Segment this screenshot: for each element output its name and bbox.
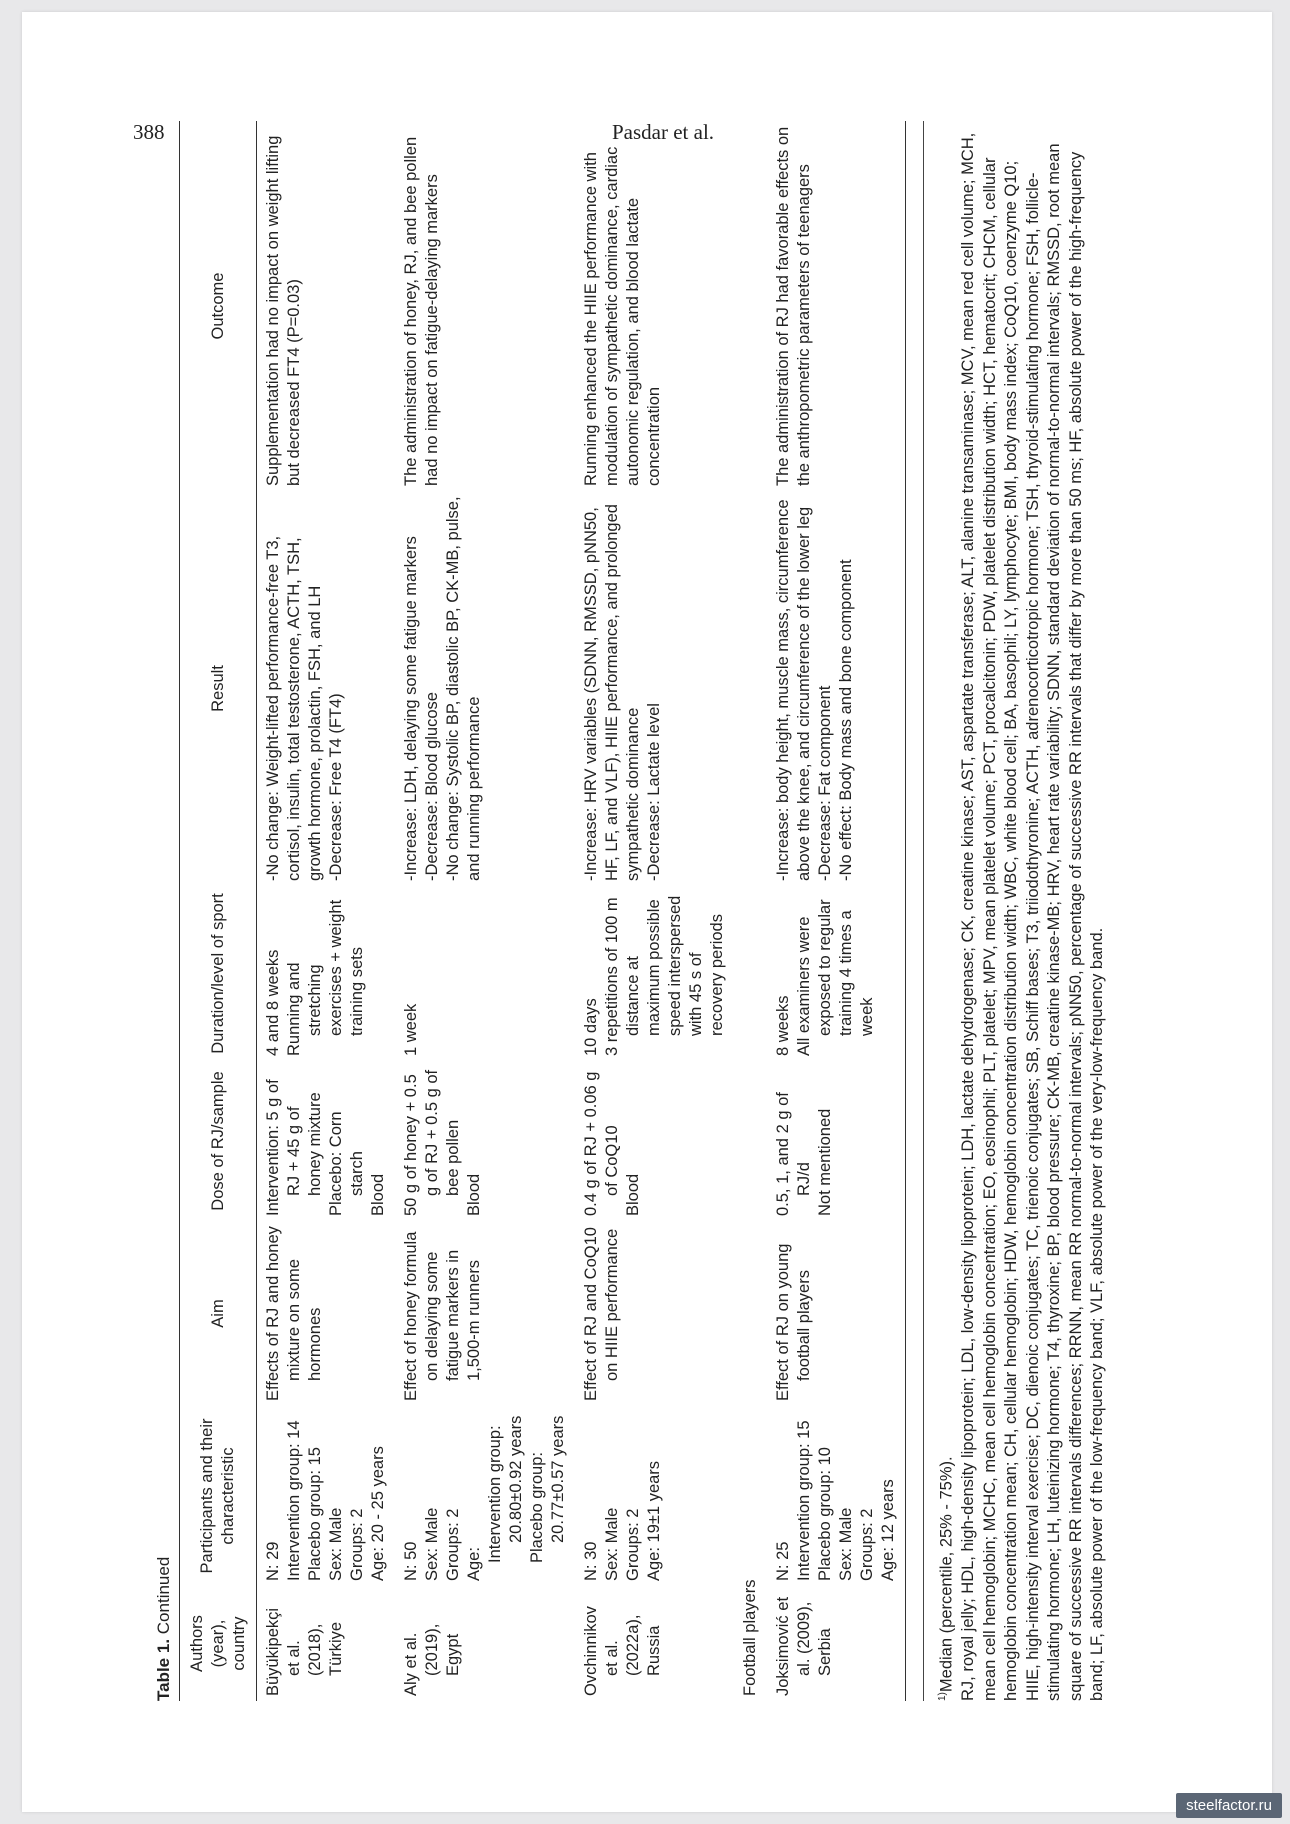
cell-participants: [257, 1406, 396, 1586]
participant-line: Sex: Male: [327, 1507, 345, 1581]
result-line: -Increase: LDH, delaying some fatigue markers: [402, 536, 420, 881]
result-line: -Increase: HRV variables (SDNN, RMSSD, pNN50, HF, LF, and VLF), HIIE performance, and prolonged sympathetic dominance: [582, 504, 642, 881]
cell-outcome: Running enhanced the HIIE performance with modulation of sympathetic dominance, cardiac autonomic regulation, and blood lactate concentration: [582, 146, 663, 486]
cell-result: [575, 491, 734, 886]
cell-duration: [767, 886, 906, 1061]
cell-duration: [395, 886, 575, 1061]
table-row: [257, 121, 396, 1701]
participant-line: Sex: Male: [837, 1507, 855, 1581]
participant-line: N: 29: [264, 1541, 282, 1581]
cell-result: [395, 491, 575, 886]
table-row: [575, 121, 734, 1701]
cell-authors: Aly et al. (2019), Egypt: [402, 1623, 462, 1696]
duration-line: 3 repetitions of 100 m distance at maximum possible speed interspersed with 45 s of recovery periods: [603, 895, 726, 1056]
rotated-table-block: [153, 121, 1183, 1701]
cell-result: [767, 491, 906, 886]
participant-line: Sex: Male: [423, 1507, 441, 1581]
cell-outcome: The administration of honey, RJ, and bee pollen had no impact on fatigue-delaying markers: [402, 136, 441, 486]
cell-outcome: The administration of RJ had favorable effects on the anthropometric parameters of teenagers: [767, 121, 906, 491]
result-line: -Decrease: Lactate level: [645, 703, 663, 881]
participant-line: Intervention group: 14: [285, 1420, 303, 1581]
cell-aim: Effects of RJ and honey mixture on some hormones: [264, 1226, 324, 1401]
dose-line: 50 g of honey + 0.5 g of RJ + 0.5 g of bee pollen: [402, 1069, 462, 1216]
data-table: [179, 121, 906, 1701]
cell-aim: Effect of RJ and CoQ10 on HIIE performance: [582, 1227, 621, 1401]
dose-line: Intervention: 5 g of RJ + 45 g of honey mixture: [264, 1079, 324, 1216]
column-header-participants: Participants and their characteristic: [180, 1406, 257, 1586]
cell-participants: [767, 1406, 906, 1586]
participant-line: Age: 12 years: [879, 1479, 897, 1581]
participant-line: Sex: Male: [603, 1507, 621, 1581]
dose-line: 0.5, 1, and 2 g of RJ/d: [774, 1092, 813, 1216]
duration-line: Running and stretching exercises + weight training sets: [285, 899, 366, 1056]
dose-line: Blood: [465, 1173, 483, 1216]
participant-line: N: 25: [774, 1541, 792, 1581]
duration-line: 10 days: [582, 998, 600, 1056]
table-footnotes: [923, 121, 1109, 1701]
footnote-median: [932, 121, 958, 1701]
column-header-outcome: Outcome: [180, 121, 257, 491]
cell-dose: [257, 1061, 396, 1221]
cell-authors: Ovchinnikov et al. (2022a), Russia: [582, 1606, 663, 1696]
participant-line: Groups: 2: [858, 1508, 876, 1581]
result-line: -Decrease: Blood glucose: [423, 692, 441, 881]
participant-line: N: 50: [402, 1541, 420, 1581]
column-header-result: Result: [180, 491, 257, 886]
table-caption: [153, 1557, 179, 1701]
footnote-marker: 1): [937, 1692, 948, 1701]
table-caption-text: Continued: [154, 1556, 173, 1635]
duration-line: 4 and 8 weeks: [264, 949, 282, 1056]
participant-line: Groups: 2: [444, 1508, 462, 1581]
cell-aim: Effect of RJ on young football players: [767, 1221, 906, 1406]
result-line: -No change: Systolic BP, diastolic BP, CK-MB, pulse, and running performance: [444, 496, 483, 881]
footnote-text: Median (percentile, 25% - 75%).: [937, 1456, 956, 1693]
duration-line: All examiners were exposed to regular training 4 times a week: [795, 899, 876, 1056]
watermark: steelfactor.ru: [1176, 1793, 1282, 1818]
duration-line: 1 week: [402, 1003, 420, 1056]
dose-line: Not mentioned: [816, 1108, 834, 1216]
table-caption-label: Table 1.: [154, 1638, 173, 1701]
table-section-row: [734, 121, 767, 1701]
cell-aim: Effect of honey formula on delaying some fatigue markers in 1,500-m runners: [402, 1231, 483, 1401]
participant-line: Groups: 2: [348, 1508, 366, 1581]
participant-line: Intervention group: 15: [795, 1420, 813, 1581]
result-line: -Decrease: Fat component: [816, 685, 834, 881]
cell-duration: [575, 886, 734, 1061]
duration-line: 8 weeks: [774, 995, 792, 1056]
table-row: [767, 121, 906, 1701]
cell-outcome: Supplementation had no impact on weight lifting but decreased FT4 (P=0.03): [264, 135, 303, 486]
table-row: [395, 121, 575, 1701]
table-header-row: [180, 121, 257, 1701]
cell-duration: [257, 886, 396, 1061]
cell-dose: [575, 1061, 734, 1221]
footnote-abbreviations: RJ, royal jelly; HDL, high-density lipoprotein; LDL, low-density lipoprotein; LDH, lactate dehydrogenase; CK, creatine kinase; AST, aspartate transferase; ALT, alanine transaminase; MCV, mean red cell volume; MCH, mean cell hemoglobin; MCHC, mean cell hemoglobin concentration; EO, eosinophil; PLT, platelet; MPV, mean platelet volume; PCT, procalcitonin; PDW, platelet distribution width; HCT, hematocrit; CHCM, cellular hemoglobin concentration mean; CH, cellular hemoglobin; HDW, hemoglobin concentration distribution width; WBC, white blood cell; BA, basophil; LY, lymphocyte; BMI, body mass index; CoQ10, coenzyme Q10; HIIE, high-intensity interval exercise; DC, dienoic conjugates; TC, trienoic conjugates; SB, Schiff bases; T3, triiodothyronine; ACTH, adrenocorticotropic hormone; TSH, thyroid-stimulating hormone; FSH, follicle-stimulating hormone; LH, luteinizing hormone; T4, thyroxine; BP, blood pressure; CK-MB, creatine kinase-MB; HRV, heart rate variability; SDNN, standard deviation of normal-to-normal intervals; RMSSD, root mean square of successive RR intervals differences; RRNN, mean RR normal-to-normal intervals; pNN50, percentage of successive RR intervals that differ by more than 50 ms; HF, absolute power of the high-frequency band; LF, absolute power of the low-frequency band; VLF, absolute power of the very-low-frequency band.: [959, 132, 1106, 1701]
participant-line: Placebo group: 20.77±0.57 years: [528, 1415, 567, 1563]
participant-line: Age: 19±1 years: [645, 1460, 663, 1581]
column-header-duration: Duration/level of sport: [180, 886, 257, 1061]
dose-line: Placebo: Corn starch: [327, 1111, 366, 1216]
dose-line: Blood: [624, 1173, 642, 1216]
column-header-authors: Authors (year), country: [180, 1586, 257, 1701]
result-line: -Increase: body height, muscle mass, circumference above the knee, and circumference of the lower leg: [774, 499, 813, 881]
participant-line: Age: 20 - 25 years: [369, 1446, 387, 1581]
column-header-aim: Aim: [180, 1221, 257, 1406]
cell-authors: Büyükipekçi et al. (2018), Türkiye: [264, 1607, 345, 1696]
participant-line: Placebo group: 15: [306, 1447, 324, 1581]
participant-line: Age:: [465, 1547, 483, 1581]
result-line: -No change: Weight-lifted performance-free T3, cortisol, insulin, total testosterone, ACTH, TSH, growth hormone, prolactin, FSH, and LH: [264, 535, 324, 881]
result-line: -No effect: Body mass and bone component: [837, 559, 855, 881]
cell-participants: [575, 1406, 734, 1586]
section-label: Football players: [741, 1579, 759, 1696]
participant-line: N: 30: [582, 1541, 600, 1581]
participant-line: Intervention group: 20.80±0.92 years: [486, 1415, 525, 1563]
cell-dose: [767, 1061, 906, 1221]
participant-line: Groups: 2: [624, 1508, 642, 1581]
cell-authors: Joksimović et al. (2009), Serbia: [767, 1586, 906, 1701]
page-number: 388: [133, 120, 165, 144]
cell-participants: [395, 1406, 575, 1586]
cell-result: [257, 491, 396, 886]
participant-line: Placebo group: 10: [816, 1447, 834, 1581]
result-line: -Decrease: Free T4 (FT4): [327, 693, 345, 881]
cell-dose: [395, 1061, 575, 1221]
dose-line: Blood: [369, 1173, 387, 1216]
running-head: Pasdar et al.: [612, 120, 715, 144]
column-header-dose: Dose of RJ/sample: [180, 1061, 257, 1221]
dose-line: 0.4 g of RJ + 0.06 g of CoQ10: [582, 1071, 621, 1216]
